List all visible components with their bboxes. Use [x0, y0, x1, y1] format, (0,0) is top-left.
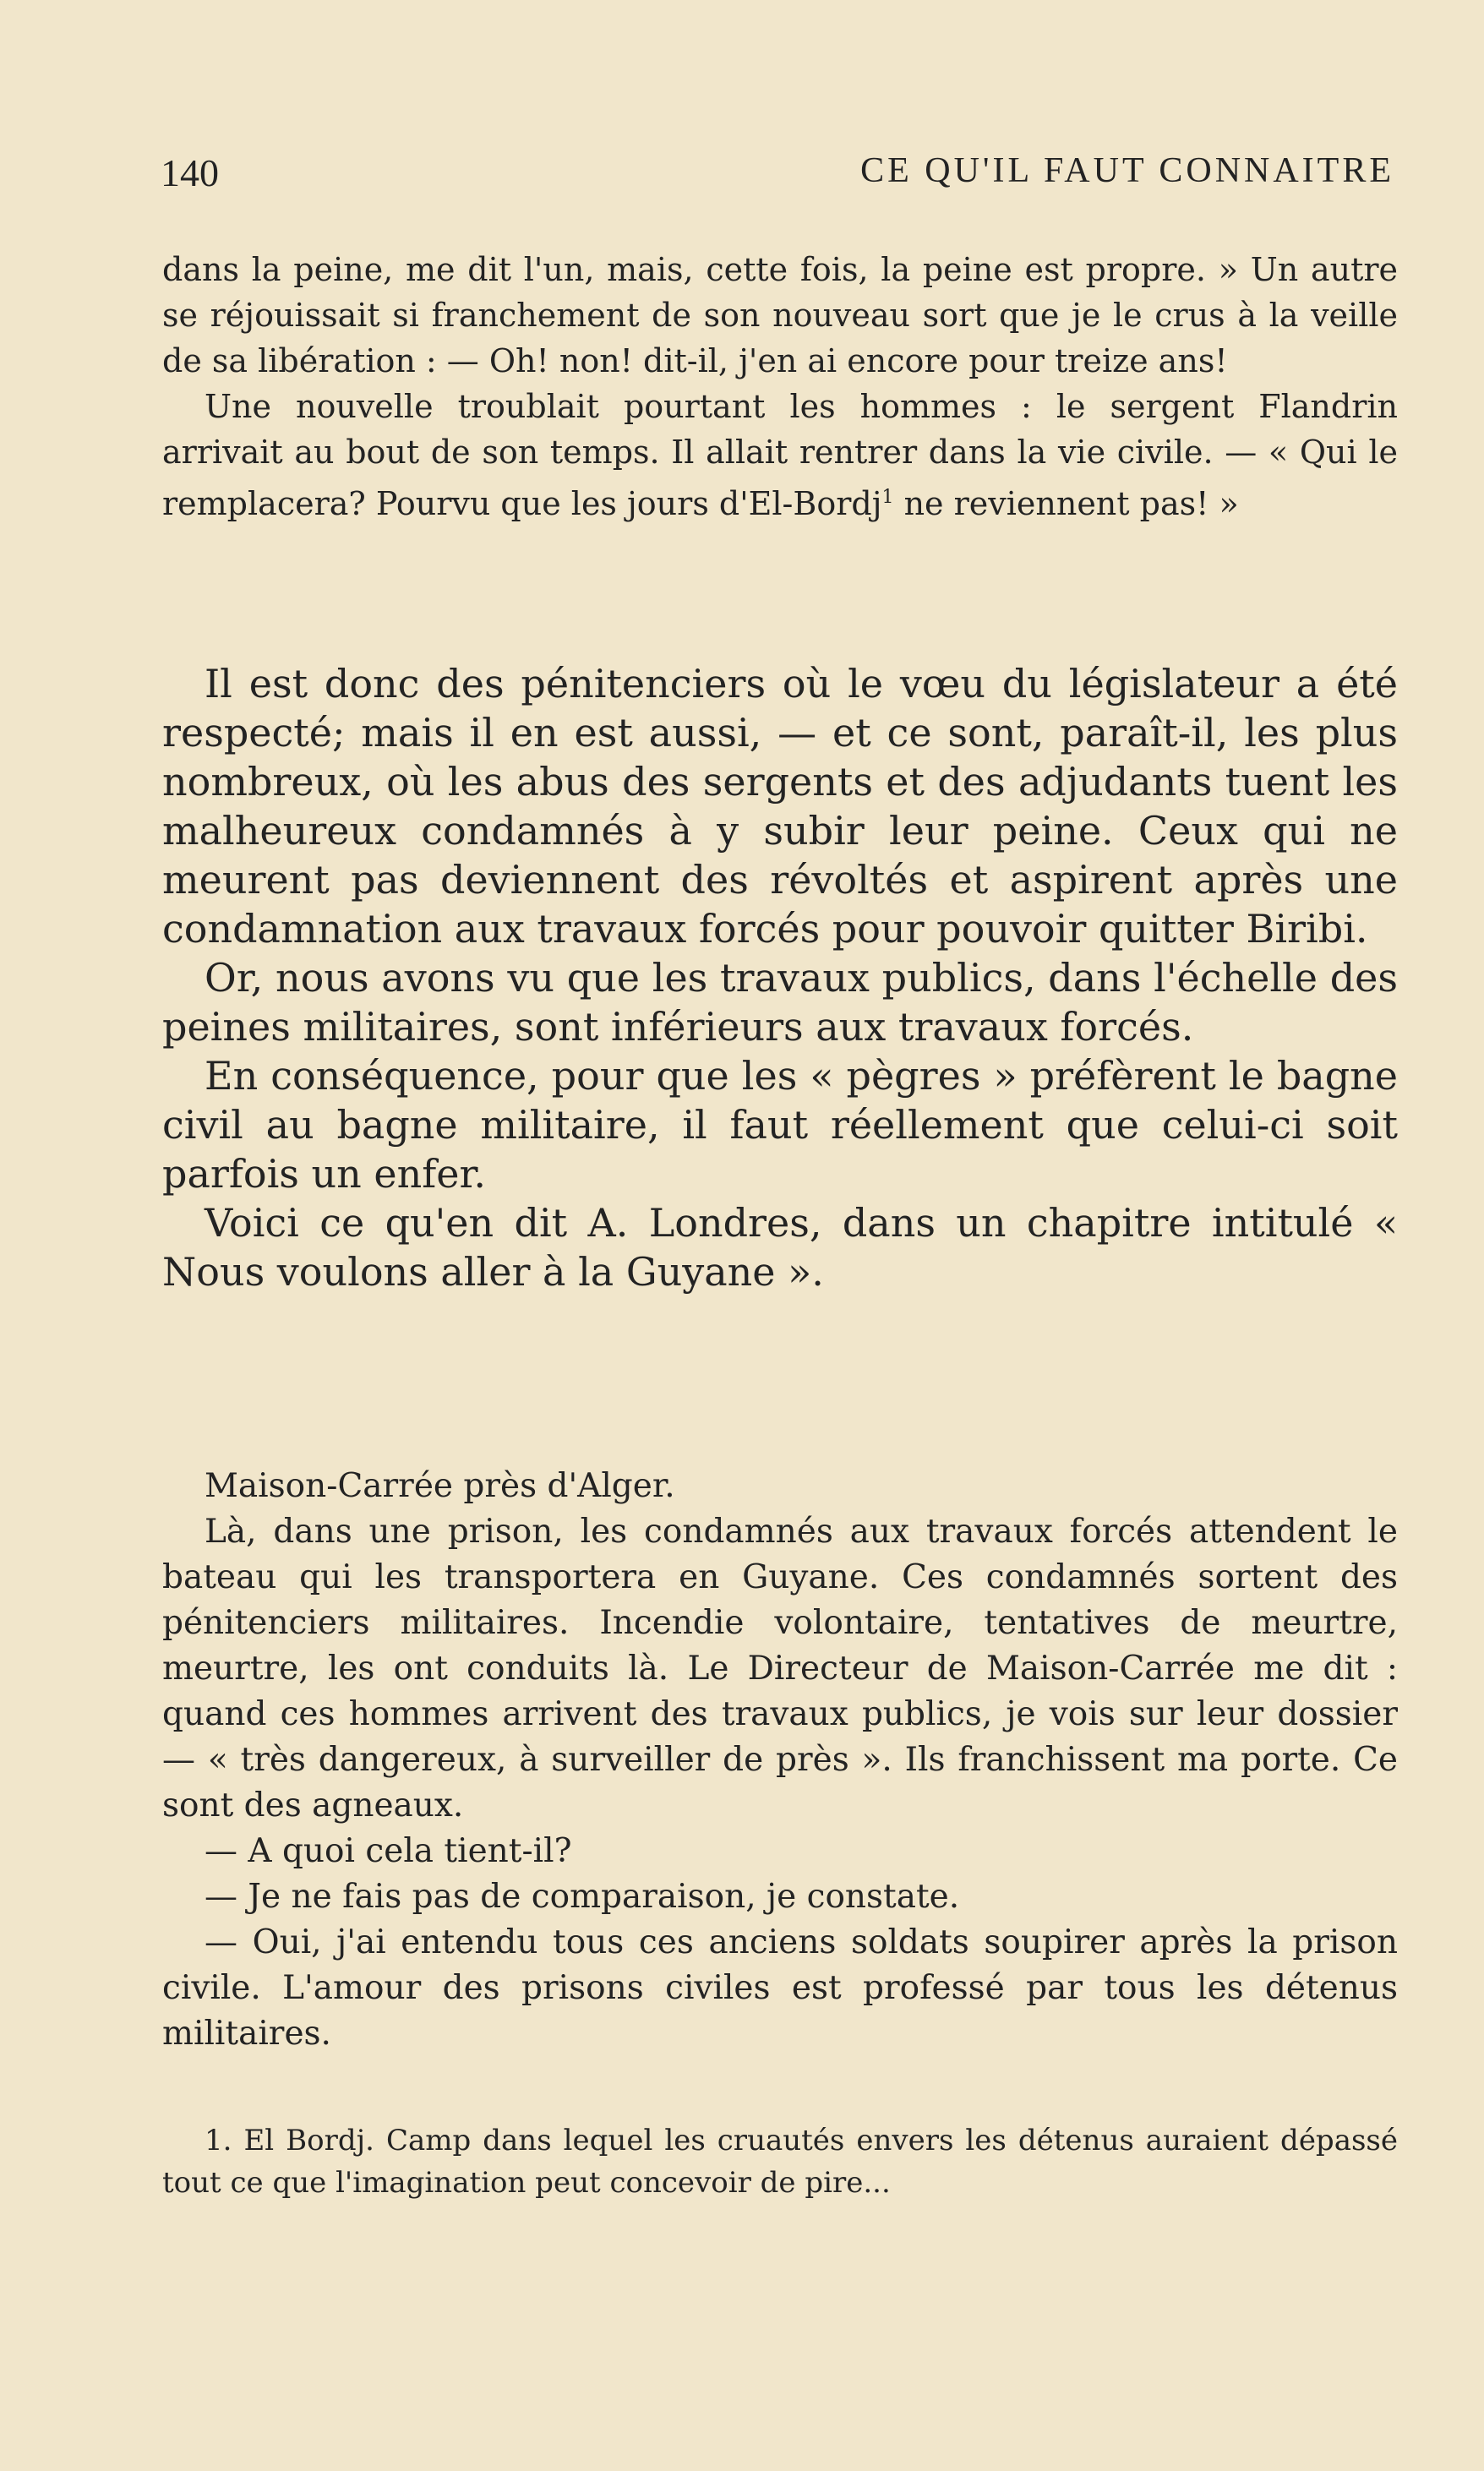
quote2-paragraph-2: Là, dans une prison, les condamnés aux travaux forcés attendent le bateau qui les transportera en Guyane. Ces condamnés sortent des pénitenciers militaires. Incendie volontaire, tentatives de meurtre, meurtre, les ont conduits là. Le Directeur de Maison-Carrée me dit : quand ces hommes arrivent des travaux publics, je vois sur leur dossier — « très dangereux, à surveiller de près ». Ils franchissent ma porte. Ce sont des agneaux.: [162, 1513, 1398, 1825]
running-head: CE QU'IL FAUT CONNAITRE: [860, 151, 1394, 190]
quote-block-1: [162, 247, 1398, 526]
quote1-p2-text: Une nouvelle troublait pourtant les hommes : le sergent Flandrin arrivait au bout de son temps. Il allait rentrer dans la vie civile. — « Qui le remplacera? Pourvu que les jours d'El-Bordj: [162, 388, 1398, 522]
main-paragraph-3: En conséquence, pour que les « pègres » préfèrent le bagne civil au bagne militaire, il faut réellement que celui-ci soit parfois un enfer.: [162, 1053, 1398, 1197]
quote-block-2: [162, 1464, 1398, 2057]
main-paragraph-4: Voici ce qu'en dit A. Londres, dans un chapitre intitulé « Nous voulons aller à la Guyane ».: [162, 1200, 1398, 1295]
footnote: [162, 2119, 1398, 2204]
quote2-paragraph-1: Maison-Carrée près d'Alger.: [205, 1467, 675, 1505]
quote2-paragraph-5: — Oui, j'ai entendu tous ces anciens soldats soupirer après la prison civile. L'amour des prisons civiles est professé par tous les détenus militaires.: [162, 1923, 1398, 2053]
quote2-paragraph-3: — A quoi cela tient-il?: [205, 1832, 572, 1870]
quote1-paragraph-1: dans la peine, me dit l'un, mais, cette fois, la peine est propre. » Un autre se réjouissait si franchement de son nouveau sort que je le crus à la veille de sa libération : — Oh! non! dit-il, j'en ai encore pour treize ans!: [162, 251, 1398, 379]
main-paragraph-1: Il est donc des pénitenciers où le vœu du législateur a été respecté; mais il en est aussi, — et ce sont, paraît-il, les plus nombreux, où les abus des sergents et des adjudants tuent les malheureux condamnés à y subir leur peine. Ceux qui ne meurent pas deviennent des révoltés et aspirent après une condamnation aux travaux forcés pour pouvoir quitter Biribi.: [162, 661, 1398, 952]
main-text: [162, 659, 1398, 1296]
quote1-p2-end: ne reviennent pas! »: [893, 485, 1239, 522]
footnote-ref: 1: [881, 487, 894, 508]
main-paragraph-2: Or, nous avons vu que les travaux publics, dans l'échelle des peines militaires, sont inférieurs aux travaux forcés.: [162, 955, 1398, 1050]
page-header: [161, 150, 1394, 201]
page-number: 140: [161, 151, 219, 194]
quote2-paragraph-4: — Je ne fais pas de comparaison, je constate.: [205, 1878, 960, 1916]
footnote-text: 1. El Bordj. Camp dans lequel les cruautés envers les détenus auraient dépassé tout ce que l'imagination peut concevoir de pire...: [162, 2124, 1398, 2200]
quote1-paragraph-2: [162, 384, 1398, 526]
